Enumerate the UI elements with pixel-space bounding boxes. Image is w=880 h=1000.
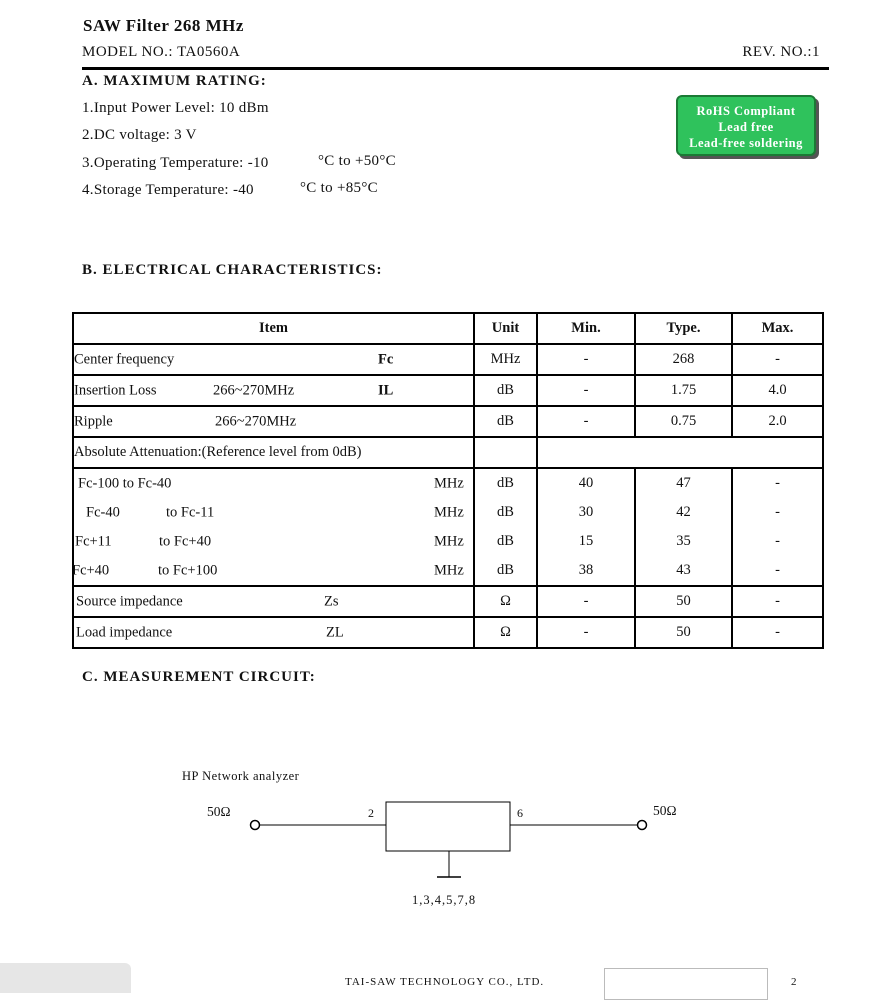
footer-tab [0,963,131,993]
section-a-heading: A. MAXIMUM RATING: [82,73,267,89]
min-cell: - [537,406,635,437]
max-cell: 2.0 [732,406,823,437]
min-cell: - [537,617,635,648]
document-title: SAW Filter 268 MHz [83,16,244,35]
min-cell: - [537,586,635,617]
typ-cell: 47 [635,468,732,498]
col-header-max: Max. [732,313,823,344]
atten-range-unit: MHz [434,562,464,578]
param-name: Source impedance [76,593,183,609]
atten-range-unit: MHz [434,533,464,549]
typ-cell: 43 [635,556,732,586]
max-cell: - [732,468,823,498]
attenuation-title: Absolute Attenuation:(Reference level from 0dB) [73,437,474,468]
param-name: Insertion Loss [74,382,157,398]
atten-range-unit: MHz [434,504,464,520]
footer-company: TAI-SAW TECHNOLOGY CO., LTD. [345,976,545,988]
min-cell: - [537,375,635,406]
atten-range-to: to Fc-11 [166,504,215,520]
unit-cell: dB [474,468,537,498]
atten-range-to: to Fc+40 [159,533,212,549]
rating-storage-temp: 4.Storage Temperature: -40 [82,182,254,198]
max-cell: - [732,617,823,648]
input-port-terminal [251,821,260,830]
param-symbol: Zs [324,593,339,609]
rating-operating-temp: 3.Operating Temperature: -10 [82,155,269,171]
unit-cell: dB [474,527,537,556]
min-cell: - [537,344,635,375]
col-header-min: Min. [537,313,635,344]
saw-filter-block [386,802,510,851]
footer-page-number: 2 [791,976,797,988]
col-header-typ: Type. [635,313,732,344]
param-symbol: IL [378,382,394,398]
unit-cell: MHz [474,344,537,375]
unit-cell: dB [474,498,537,527]
analyzer-label: HP Network analyzer [182,769,300,783]
rating-dc-voltage: 2.DC voltage: 3 V [82,127,197,143]
right-port-impedance: 50Ω [653,803,677,818]
revision-number: REV. NO.:1 [742,44,820,60]
rating-storage-temp-range: °C to +85°C [300,180,378,196]
col-header-unit: Unit [474,313,537,344]
min-cell: 38 [537,556,635,586]
param-name: Load impedance [76,624,173,640]
unit-cell: dB [474,556,537,586]
param-range: 266~270MHz [215,413,297,429]
typ-cell: 50 [635,586,732,617]
section-c-heading: C. MEASUREMENT CIRCUIT: [82,669,316,685]
model-number: MODEL NO.: TA0560A [82,44,241,60]
atten-range-to: to Fc+100 [158,562,218,578]
max-cell: - [732,586,823,617]
output-port-terminal [638,821,647,830]
rohs-line-1: RoHS Compliant [696,104,796,118]
typ-cell: 0.75 [635,406,732,437]
atten-range-from: Fc+11 [75,533,112,549]
left-port-impedance: 50Ω [207,804,231,819]
unit-cell: dB [474,406,537,437]
section-b-heading: B. ELECTRICAL CHARACTERISTICS: [82,262,383,278]
atten-range-unit: MHz [434,475,464,491]
rohs-line-3: Lead-free soldering [689,136,803,150]
unit-cell: dB [474,375,537,406]
rohs-line-2: Lead free [718,120,774,134]
typ-cell: 42 [635,498,732,527]
min-cell: 30 [537,498,635,527]
rating-operating-temp-range: °C to +50°C [318,153,396,169]
atten-range-from: Fc+40 [72,562,110,578]
max-cell: - [732,527,823,556]
min-cell: 40 [537,468,635,498]
col-header-item: Item [73,313,474,344]
footer-box [604,968,768,1000]
param-name: Center frequency [74,351,175,367]
output-pin-number: 6 [517,806,523,820]
max-cell: - [732,556,823,586]
param-symbol: ZL [326,624,344,640]
param-symbol: Fc [378,351,394,367]
typ-cell: 1.75 [635,375,732,406]
param-name: Ripple [74,413,113,429]
max-cell: 4.0 [732,375,823,406]
typ-cell: 35 [635,527,732,556]
atten-range-from: Fc-100 to Fc-40 [78,475,172,491]
param-range: 266~270MHz [213,382,295,398]
max-cell: - [732,498,823,527]
typ-cell: 268 [635,344,732,375]
max-cell: - [732,344,823,375]
input-pin-number: 2 [368,806,374,820]
min-cell: 15 [537,527,635,556]
unit-cell: Ω [474,617,537,648]
typ-cell: 50 [635,617,732,648]
rating-input-power: 1.Input Power Level: 10 dBm [82,100,269,116]
unit-cell: Ω [474,586,537,617]
atten-range-from: Fc-40 [86,504,120,520]
ground-pins-label: 1,3,4,5,7,8 [412,893,477,907]
